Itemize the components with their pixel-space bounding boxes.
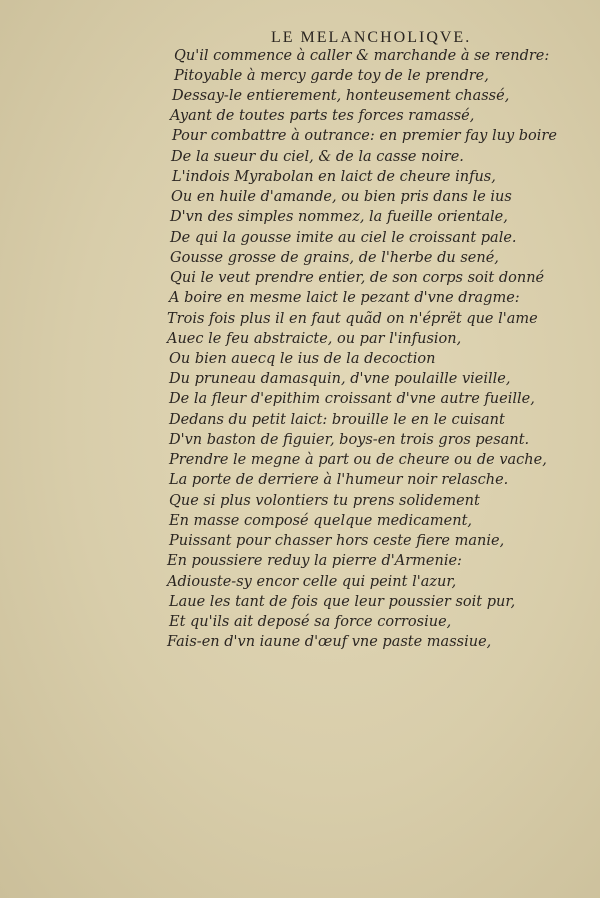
verse-line: La porte de derriere à l'humeur noir relasche. <box>169 472 509 488</box>
verse-line: Qu'il commence à caller & marchande à se rendre: <box>174 48 550 64</box>
verse-line: Puissant pour chasser hors ceste fiere manie, <box>169 533 505 549</box>
verse-line: Gousse grosse de grains, de l'herbe du sené, <box>170 250 499 266</box>
verse-line: Que si plus volontiers tu prens solidement <box>169 493 480 509</box>
verse-line: Pour combattre à outrance: en premier fay luy boire <box>172 128 557 144</box>
verse-line: De qui la gousse imite au ciel le croissant pale. <box>170 230 517 246</box>
verse-line: Dedans du petit laict: brouille le en le cuisant <box>169 412 505 428</box>
verse-line: Adiouste-sy encor celle qui peint l'azur, <box>167 574 457 590</box>
verse-line: L'indois Myrabolan en laict de cheure infus, <box>172 169 496 185</box>
verse-line: Ou en huile d'amande, ou bien pris dans le ius <box>171 189 512 205</box>
verse-line: D'vn des simples nommez, la fueille orientale, <box>170 209 508 225</box>
verse-line: A boire en mesme laict le pezant d'vne dragme: <box>169 290 520 306</box>
verse-line: En masse composé quelque medicament, <box>169 513 473 529</box>
verse-line: Dessay-le entierement, honteusement chassé, <box>172 88 510 104</box>
verse-line: Pitoyable à mercy garde toy de le prendre, <box>174 68 489 84</box>
verse-line: D'vn baston de figuier, boys-en trois gros pesant. <box>169 432 530 448</box>
verse-line: Fais-en d'vn iaune d'œuf vne paste massiue, <box>167 634 492 650</box>
verse-line: Ou bien auecq le ius de la decoction <box>169 351 436 367</box>
verse-line: En poussiere reduy la pierre d'Armenie: <box>167 553 462 569</box>
verse-line: Qui le veut prendre entier, de son corps soit donné <box>170 270 545 286</box>
verse-line: Trois fois plus il en faut quãd on n'éprët que l'ame <box>167 311 538 327</box>
verse-line: Et qu'ils ait deposé sa force corrosiue, <box>169 614 452 630</box>
verse-line: De la sueur du ciel, & de la casse noire. <box>171 149 464 165</box>
verse-line: De la fleur d'epithim croissant d'vne autre fueille, <box>169 391 535 407</box>
verse-line: Laue les tant de fois que leur poussier soit pur, <box>169 594 516 610</box>
verse-line: Prendre le megne à part ou de cheure ou de vache, <box>169 452 547 468</box>
verse-line: Auec le feu abstraicte, ou par l'infusion, <box>167 331 462 347</box>
verse-line: Ayant de toutes parts tes forces ramassé, <box>170 108 475 124</box>
running-header: LE MELANCHOLIQVE. <box>271 29 472 46</box>
verse-line: Du pruneau damasquin, d'vne poulaille vieille, <box>169 371 511 387</box>
